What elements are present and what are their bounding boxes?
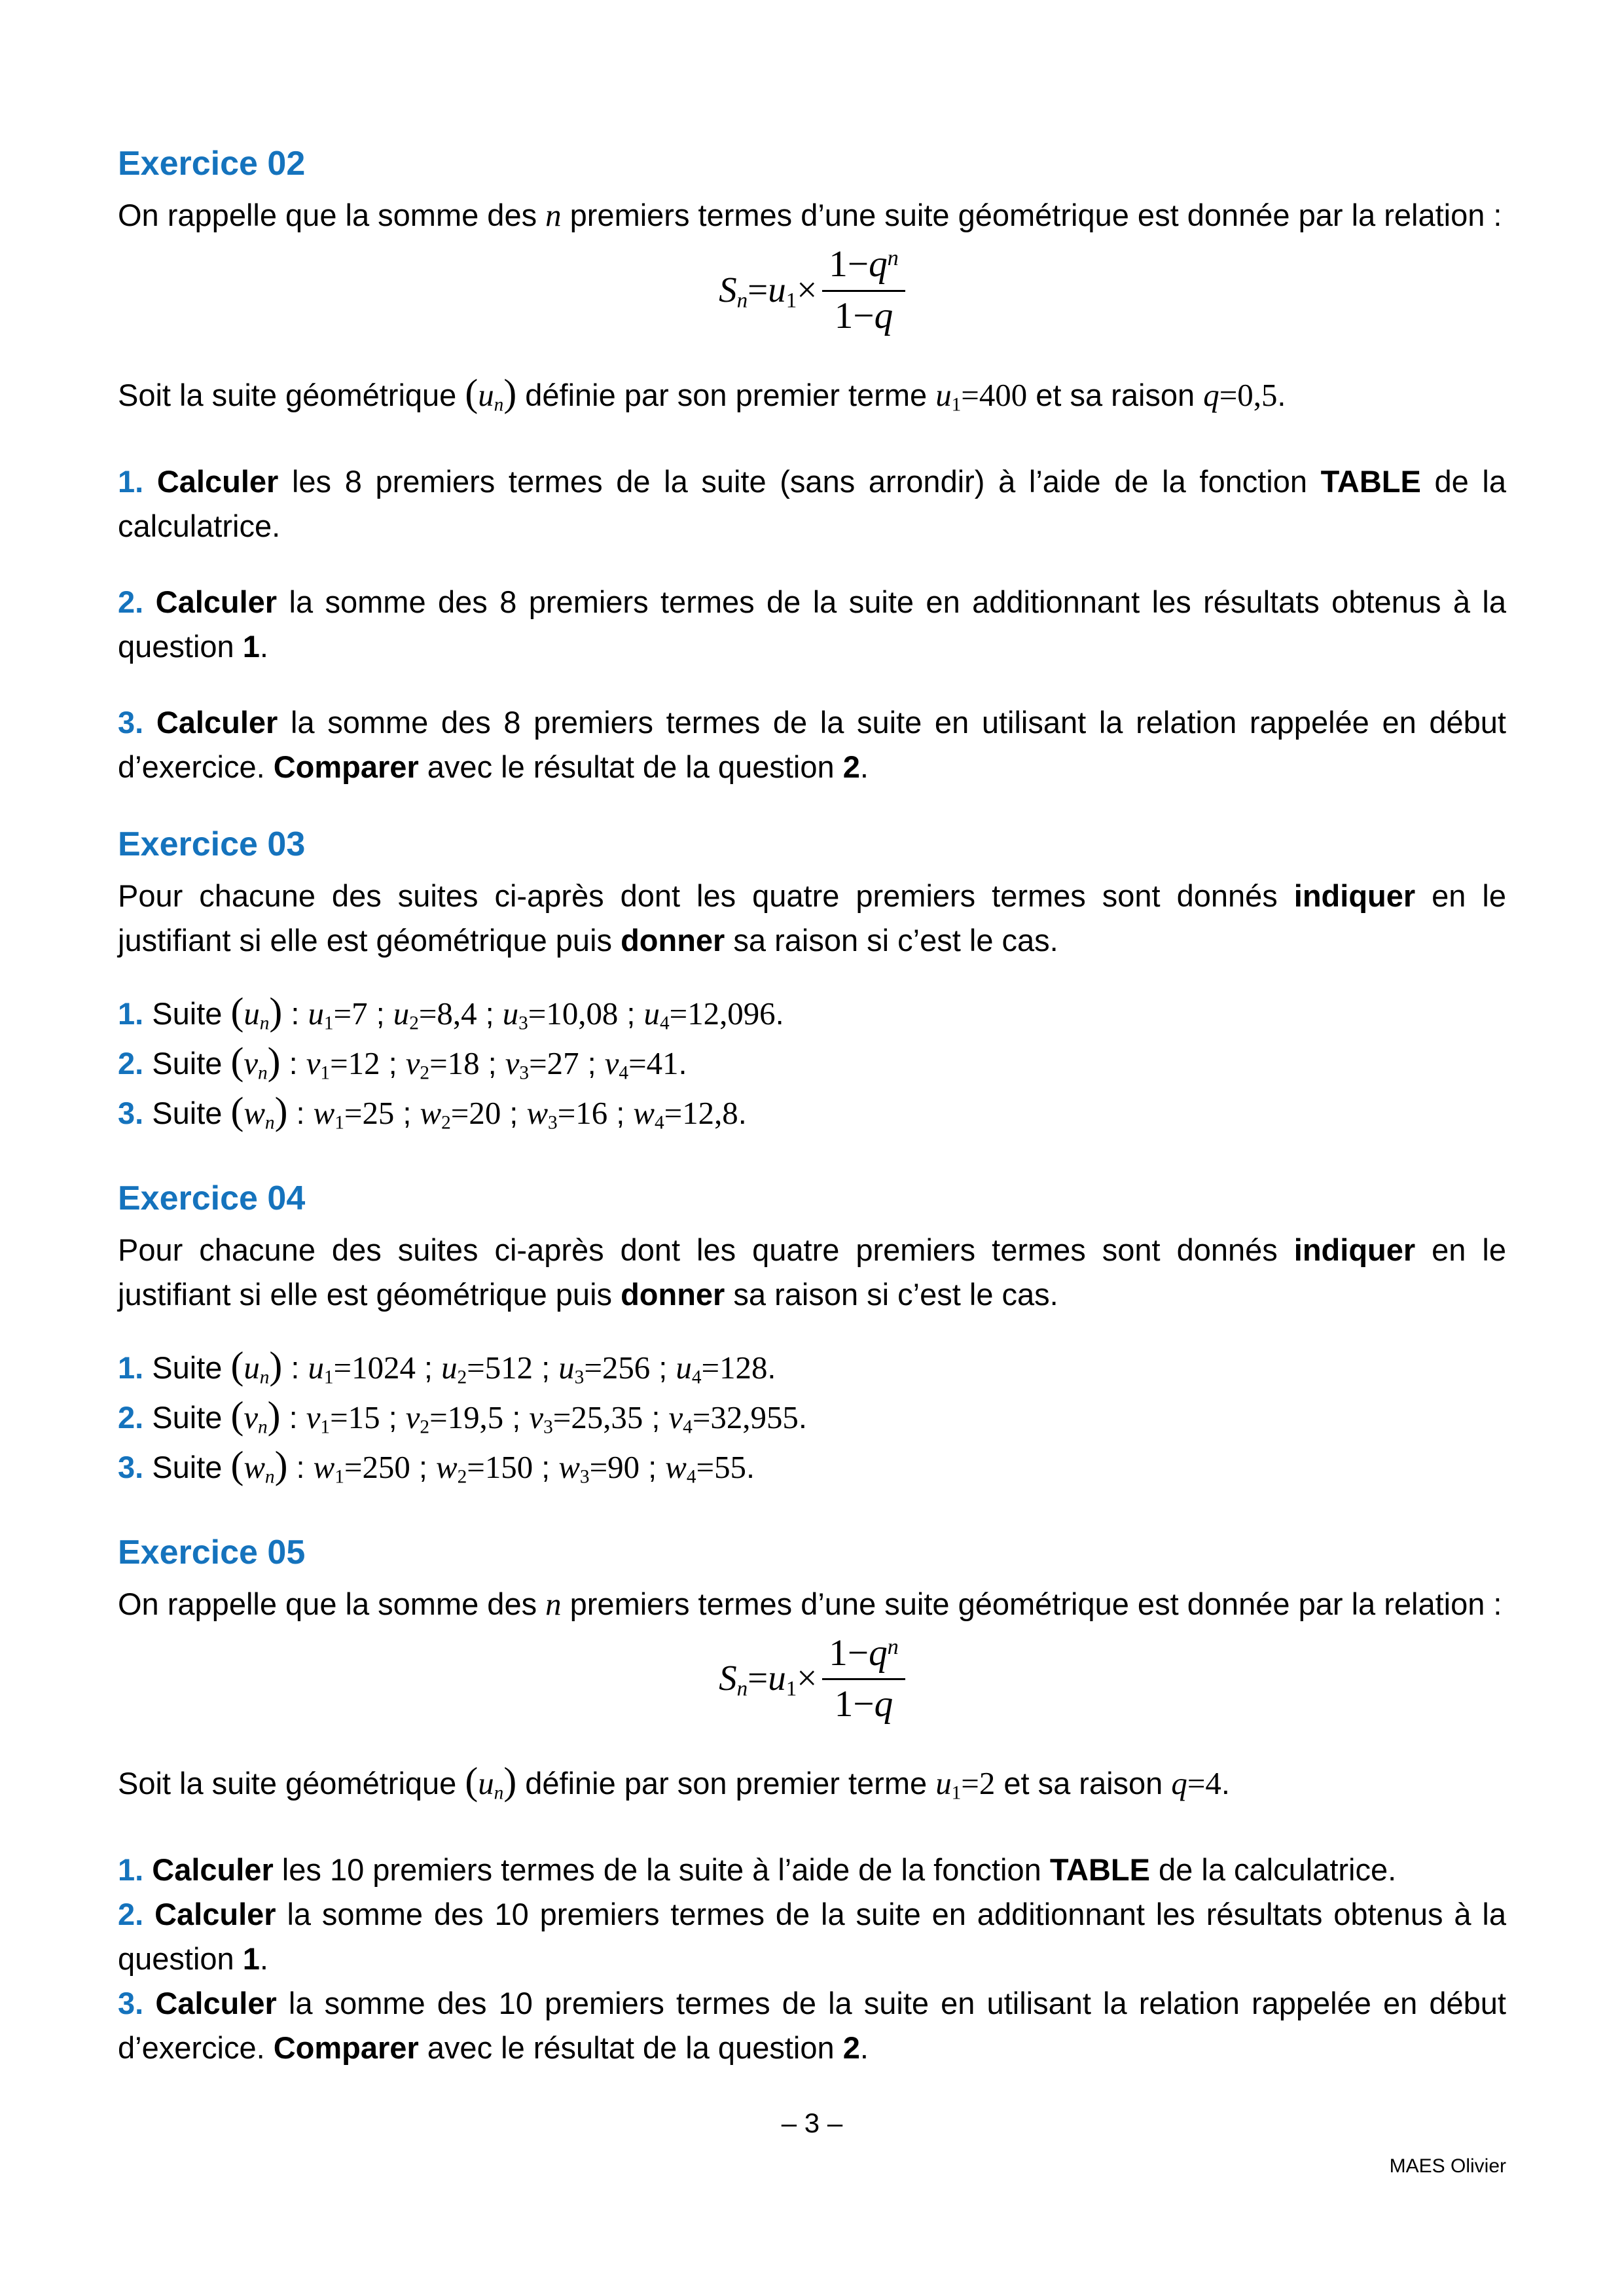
- exercise-05-question-1: 1. Calculer les 10 premiers termes de la suite à l’aide de la fonction TABLE de la calculatrice.: [118, 1852, 1397, 1888]
- exercise-02-question-3: 3. Calculer la somme des 8 premiers termes de la suite en utilisant la relation rappelée en début d’exercice. Comparer avec le résultat de la question 2.: [118, 704, 1506, 784]
- exercise-03-heading: Exercice 03: [118, 825, 306, 863]
- formula-lhs: $S_n=u_1\times$: [719, 269, 818, 312]
- exercise-04-intro: Pour chacune des suites ci-après dont les quatre premiers termes sont donnés indiquer en le justifiant si elle est géométrique puis donner sa raison si c’est le cas.: [118, 1232, 1506, 1312]
- exercise-05-sum-formula: [118, 1632, 1506, 1727]
- exercise-03-items: [118, 989, 1506, 1138]
- exercise-02-heading: Exercice 02: [118, 145, 306, 183]
- exercise-02-question-2: 2. Calculer la somme des 8 premiers termes de la suite en additionnant les résultats obtenus à la question 1.: [118, 584, 1506, 664]
- exercise-04-items: [118, 1343, 1506, 1492]
- exercise-02-intro: On rappelle que la somme des n premiers termes d’une suite géométrique est donnée par la relation :: [118, 197, 1502, 233]
- author-name: MAES Olivier: [1389, 2155, 1506, 2177]
- exercise-05: [118, 1533, 1506, 2071]
- exercise-02-given: Soit la suite géométrique $(u_n)$ définie par son premier terme $u_1=400$ et sa raison q=0,5.: [118, 370, 1286, 415]
- formula-fraction: [822, 243, 905, 338]
- exercise-05-heading: Exercice 05: [118, 1533, 306, 1571]
- exercise-04-heading: Exercice 04: [118, 1179, 306, 1217]
- exercise-05-question-2: 2. Calculer la somme des 10 premiers termes de la suite en additionnant les résultats obtenus à la question 1.: [118, 1897, 1506, 1977]
- exercise-03-item-2: 2. Suite $(v_n)$ : $v_1=12$ ; $v_2=18$ ; $v_3=27$ ; $v_4=41$.: [118, 1039, 687, 1083]
- formula-fraction: [822, 1632, 905, 1727]
- exercise-05-question-3: 3. Calculer la somme des 10 premiers termes de la suite en utilisant la relation rappelée en début d’exercice. Comparer avec le résultat de la question 2.: [118, 1986, 1506, 2066]
- formula-denominator: 1−q: [834, 295, 893, 336]
- exercise-05-intro: On rappelle que la somme des n premiers termes d’une suite géométrique est donnée par la relation :: [118, 1585, 1502, 1622]
- exercise-04-item-3: 3. Suite $(w_n)$ : $w_1=250$ ; $w_2=150$ ; $w_3=90$ ; $w_4=55$.: [118, 1443, 755, 1487]
- exercise-04-item-2: 2. Suite $(v_n)$ : $v_1=15$ ; $v_2=19,5$ ; $v_3=25,35$ ; $v_4=32,955$.: [118, 1393, 807, 1437]
- exercise-03-item-3: 3. Suite $(w_n)$ : $w_1=25$ ; $w_2=20$ ; $w_3=16$ ; $w_4=12,8$.: [118, 1088, 747, 1133]
- exercise-05-given: Soit la suite géométrique $(u_n)$ définie par son premier terme $u_1=2$ et sa raison q=4.: [118, 1759, 1230, 1804]
- formula-lhs: $S_n=u_1\times$: [719, 1658, 818, 1701]
- page-number: – 3 –: [781, 2108, 843, 2139]
- formula-denominator: 1−q: [834, 1683, 893, 1725]
- exercise-03-intro: Pour chacune des suites ci-après dont les quatre premiers termes sont donnés indiquer en le justifiant si elle est géométrique puis donner sa raison si c’est le cas.: [118, 878, 1506, 958]
- formula-numerator: $1-q^n$: [822, 243, 905, 292]
- exercise-02: [118, 144, 1506, 789]
- exercise-02-sum-formula: [118, 243, 1506, 338]
- page-footer: [118, 2107, 1506, 2178]
- exercise-02-question-1: 1. Calculer les 8 premiers termes de la suite (sans arrondir) à l’aide de la fonction TABLE de la calculatrice.: [118, 463, 1506, 543]
- formula-numerator: $1-q^n$: [822, 1632, 905, 1681]
- exercise-04-item-1: 1. Suite $(u_n)$ : $u_1=1024$ ; $u_2=512$ ; $u_3=256$ ; $u_4=128$.: [118, 1343, 776, 1388]
- exercise-04: [118, 1179, 1506, 1492]
- exercise-03: [118, 825, 1506, 1138]
- exercise-03-item-1: 1. Suite $(u_n)$ : $u_1=7$ ; $u_2=8,4$ ; $u_3=10,08$ ; $u_4=12,096$.: [118, 989, 784, 1033]
